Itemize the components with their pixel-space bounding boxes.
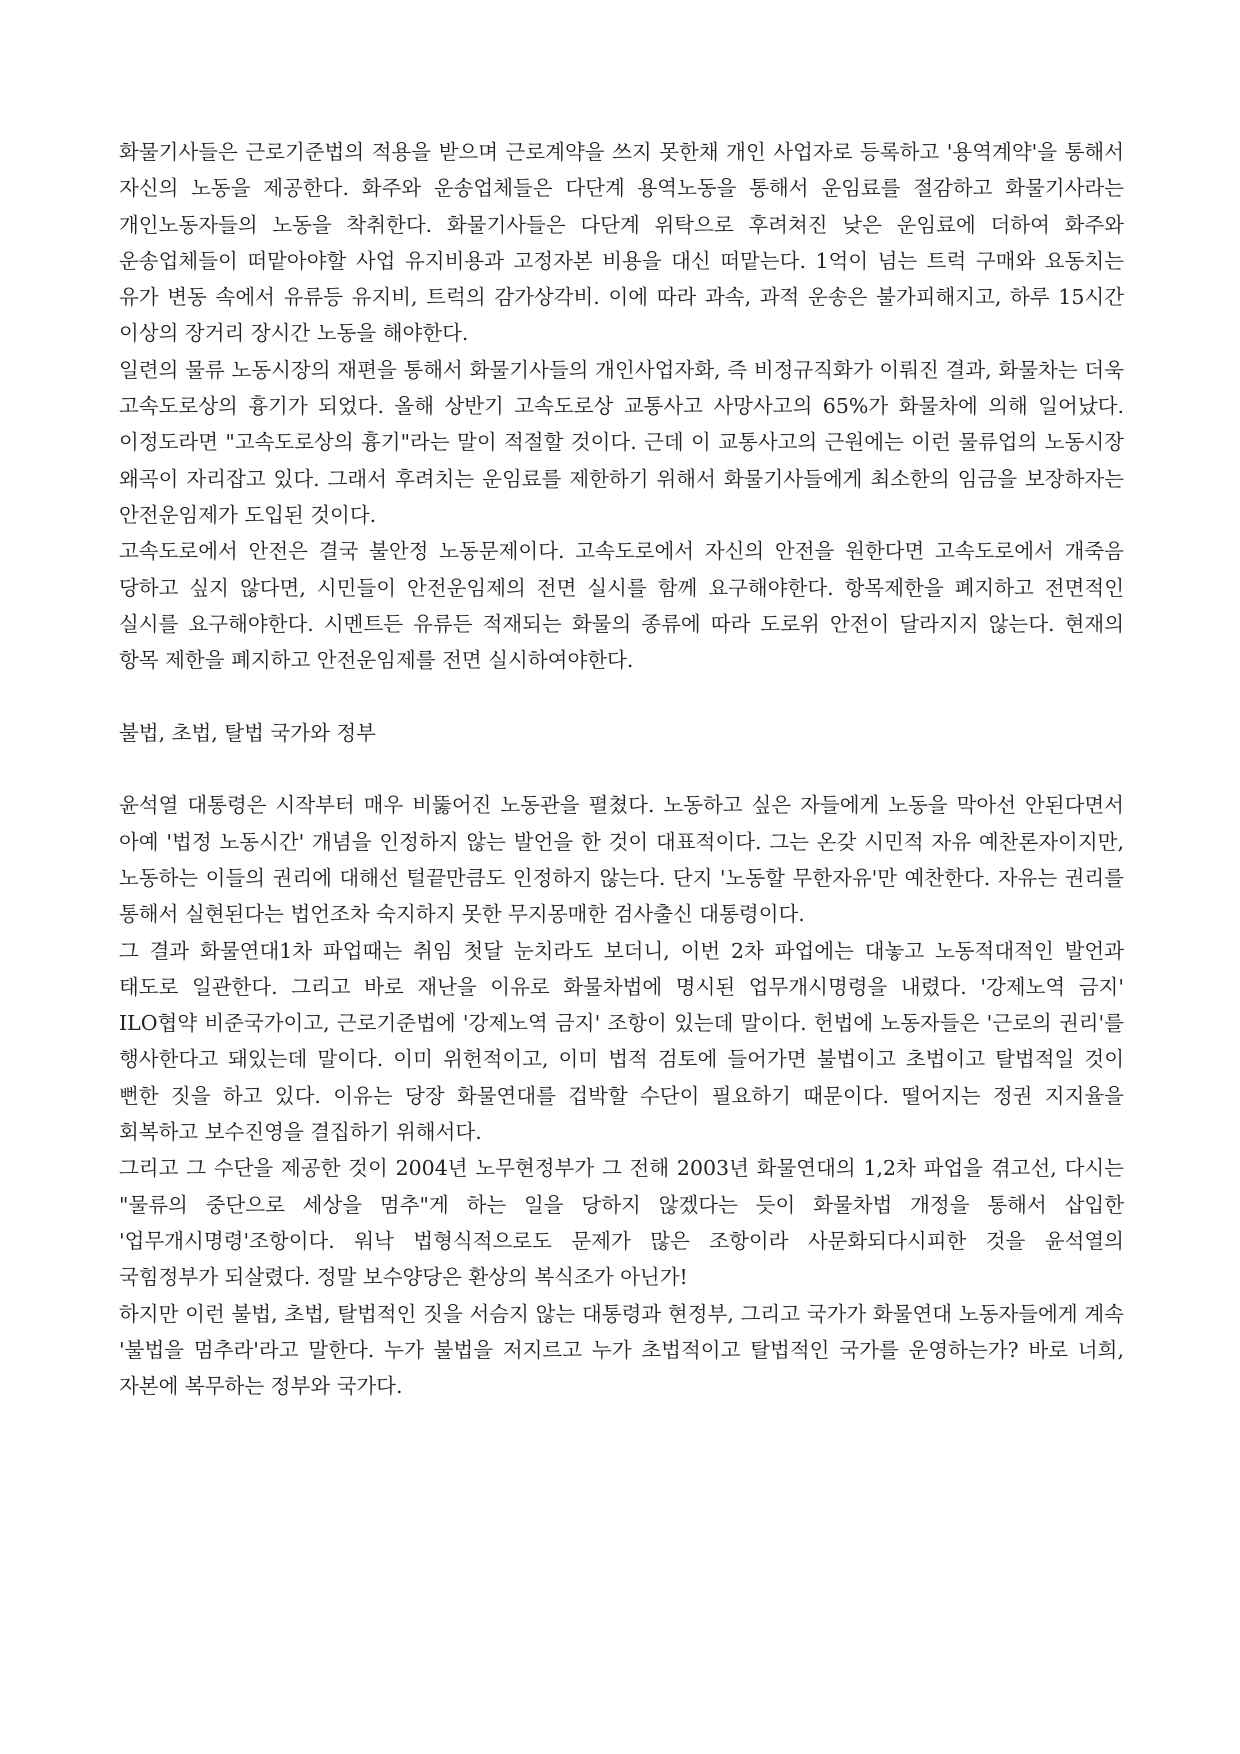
paragraph-safety-rate: 고속도로에서 안전은 결국 불안정 노동문제이다. 고속도로에서 자신의 안전을 원한다면 고속도로에서 개죽음 당하고 싶지 않다면, 시민들이 안전운임제의 전면 실시를 함께 요구해야한다. 항목제한을 폐지하고 전면적인 실시를 요구해야한다. 시멘트든 유류든 적재되는 화물의 종류에 따라 도로위 안전이 달라지지 않는다. 현재의 항목 제한을 폐지하고 안전운임제를 전면 실시하여야한다. <box>119 539 1124 673</box>
paragraph-president-labor-view: 윤석열 대통령은 시작부터 매우 비뚫어진 노동관을 펼쳤다. 노동하고 싶은 자들에게 노동을 막아선 안된다면서 아예 '법정 노동시간' 개념을 인정하지 않는 발언을 한 것이 대표적이다. 그는 온갖 시민적 자유 예찬론자이지만, 노동하는 이들의 권리에 대해선 털끝만큼도 인정하지 않는다. 단지 '노동할 무한자유'만 예찬한다. 자유는 권리를 통해서 실현된다는 법언조차 숙지하지 못한 무지몽매한 검사출신 대통령이다. <box>119 793 1124 927</box>
document-body <box>119 134 1124 1404</box>
paragraph-conclusion: 하지만 이런 불법, 초법, 탈법적인 짓을 서슴지 않는 대통령과 현정부, 그리고 국가가 화물연대 노동자들에게 계속 '불법을 멈추라'라고 말한다. 누가 불법을 저지르고 누가 초법적이고 탈법적인 국가를 운영하는가? 바로 너희, 자본에 복무하는 정부와 국가다. <box>119 1301 1124 1399</box>
paragraph-work-order: 그 결과 화물연대1차 파업때는 취임 첫달 눈치라도 보더니, 이번 2차 파업에는 대놓고 노동적대적인 발언과 태도로 일관한다. 그리고 바로 재난을 이유로 화물차법에 명시된 업무개시명령을 내렸다. '강제노역 금지' ILO협약 비준국가이고, 근로기준법에 '강제노역 금지' 조항이 있는데 말이다. 헌법에 노동자들은 '근로의 권리'를 행사한다고 돼있는데 말이다. 이미 위헌적이고, 이미 법적 검토에 들어가면 불법이고 초법이고 탈법적일 것이 뻔한 짓을 하고 있다. 이유는 당장 화물연대를 겁박할 수단이 필요하기 때문이다. 떨어지는 정권 지지율을 회복하고 보수진영을 결집하기 위해서다. <box>119 938 1124 1145</box>
paragraph-contract-labor: 화물기사들은 근로기준법의 적용을 받으며 근로계약을 쓰지 못한채 개인 사업자로 등록하고 '용역계약'을 통해서 자신의 노동을 제공한다. 화주와 운송업체들은 다단계 용역노동을 통해서 운임료를 절감하고 화물기사라는 개인노동자들의 노동을 착취한다. 화물기사들은 다단계 위탁으로 후려쳐진 낮은 운임료에 더하여 화주와 운송업체들이 떠맡아야할 사업 유지비용과 고정자본 비용을 대신 떠맡는다. 1억이 넘는 트럭 구매와 요동치는 유가 변동 속에서 유류등 유지비, 트럭의 감가상각비. 이에 따라 과속, 과적 운송은 불가피해지고, 하루 15시간 이상의 장거리 장시간 노동을 해야한다. <box>119 140 1124 346</box>
paragraph-highway-accidents: 일련의 물류 노동시장의 재편을 통해서 화물기사들의 개인사업자화, 즉 비정규직화가 이뤄진 결과, 화물차는 더욱 고속도로상의 흉기가 되었다. 올해 상반기 고속도로상 교통사고 사망사고의 65%가 화물차에 의해 일어났다. 이정도라면 "고속도로상의 흉기"라는 말이 적절할 것이다. 근데 이 교통사고의 근원에는 이런 물류업의 노동시장 왜곡이 자리잡고 있다. 그래서 후려치는 운임료를 제한하기 위해서 화물기사들에게 최소한의 임금을 보장하자는 안전운임제가 도입된 것이다. <box>119 357 1124 527</box>
paragraph-2004-amendment: 그리고 그 수단을 제공한 것이 2004년 노무현정부가 그 전해 2003년 화물연대의 1,2차 파업을 겪고선, 다시는 "물류의 중단으로 세상을 멈추"게 하는 일을 당하지 않겠다는 듯이 화물차법 개정을 통해서 삽입한 '업무개시명령'조항이다. 워낙 법형식적으로도 문제가 많은 조항이라 사문화되다시피한 것을 윤석열의 국힘정부가 되살렸다. 정말 보수양당은 환상의 복식조가 아닌가! <box>119 1156 1124 1290</box>
section-heading: 불법, 초법, 탈법 국가와 정부 <box>119 720 376 745</box>
